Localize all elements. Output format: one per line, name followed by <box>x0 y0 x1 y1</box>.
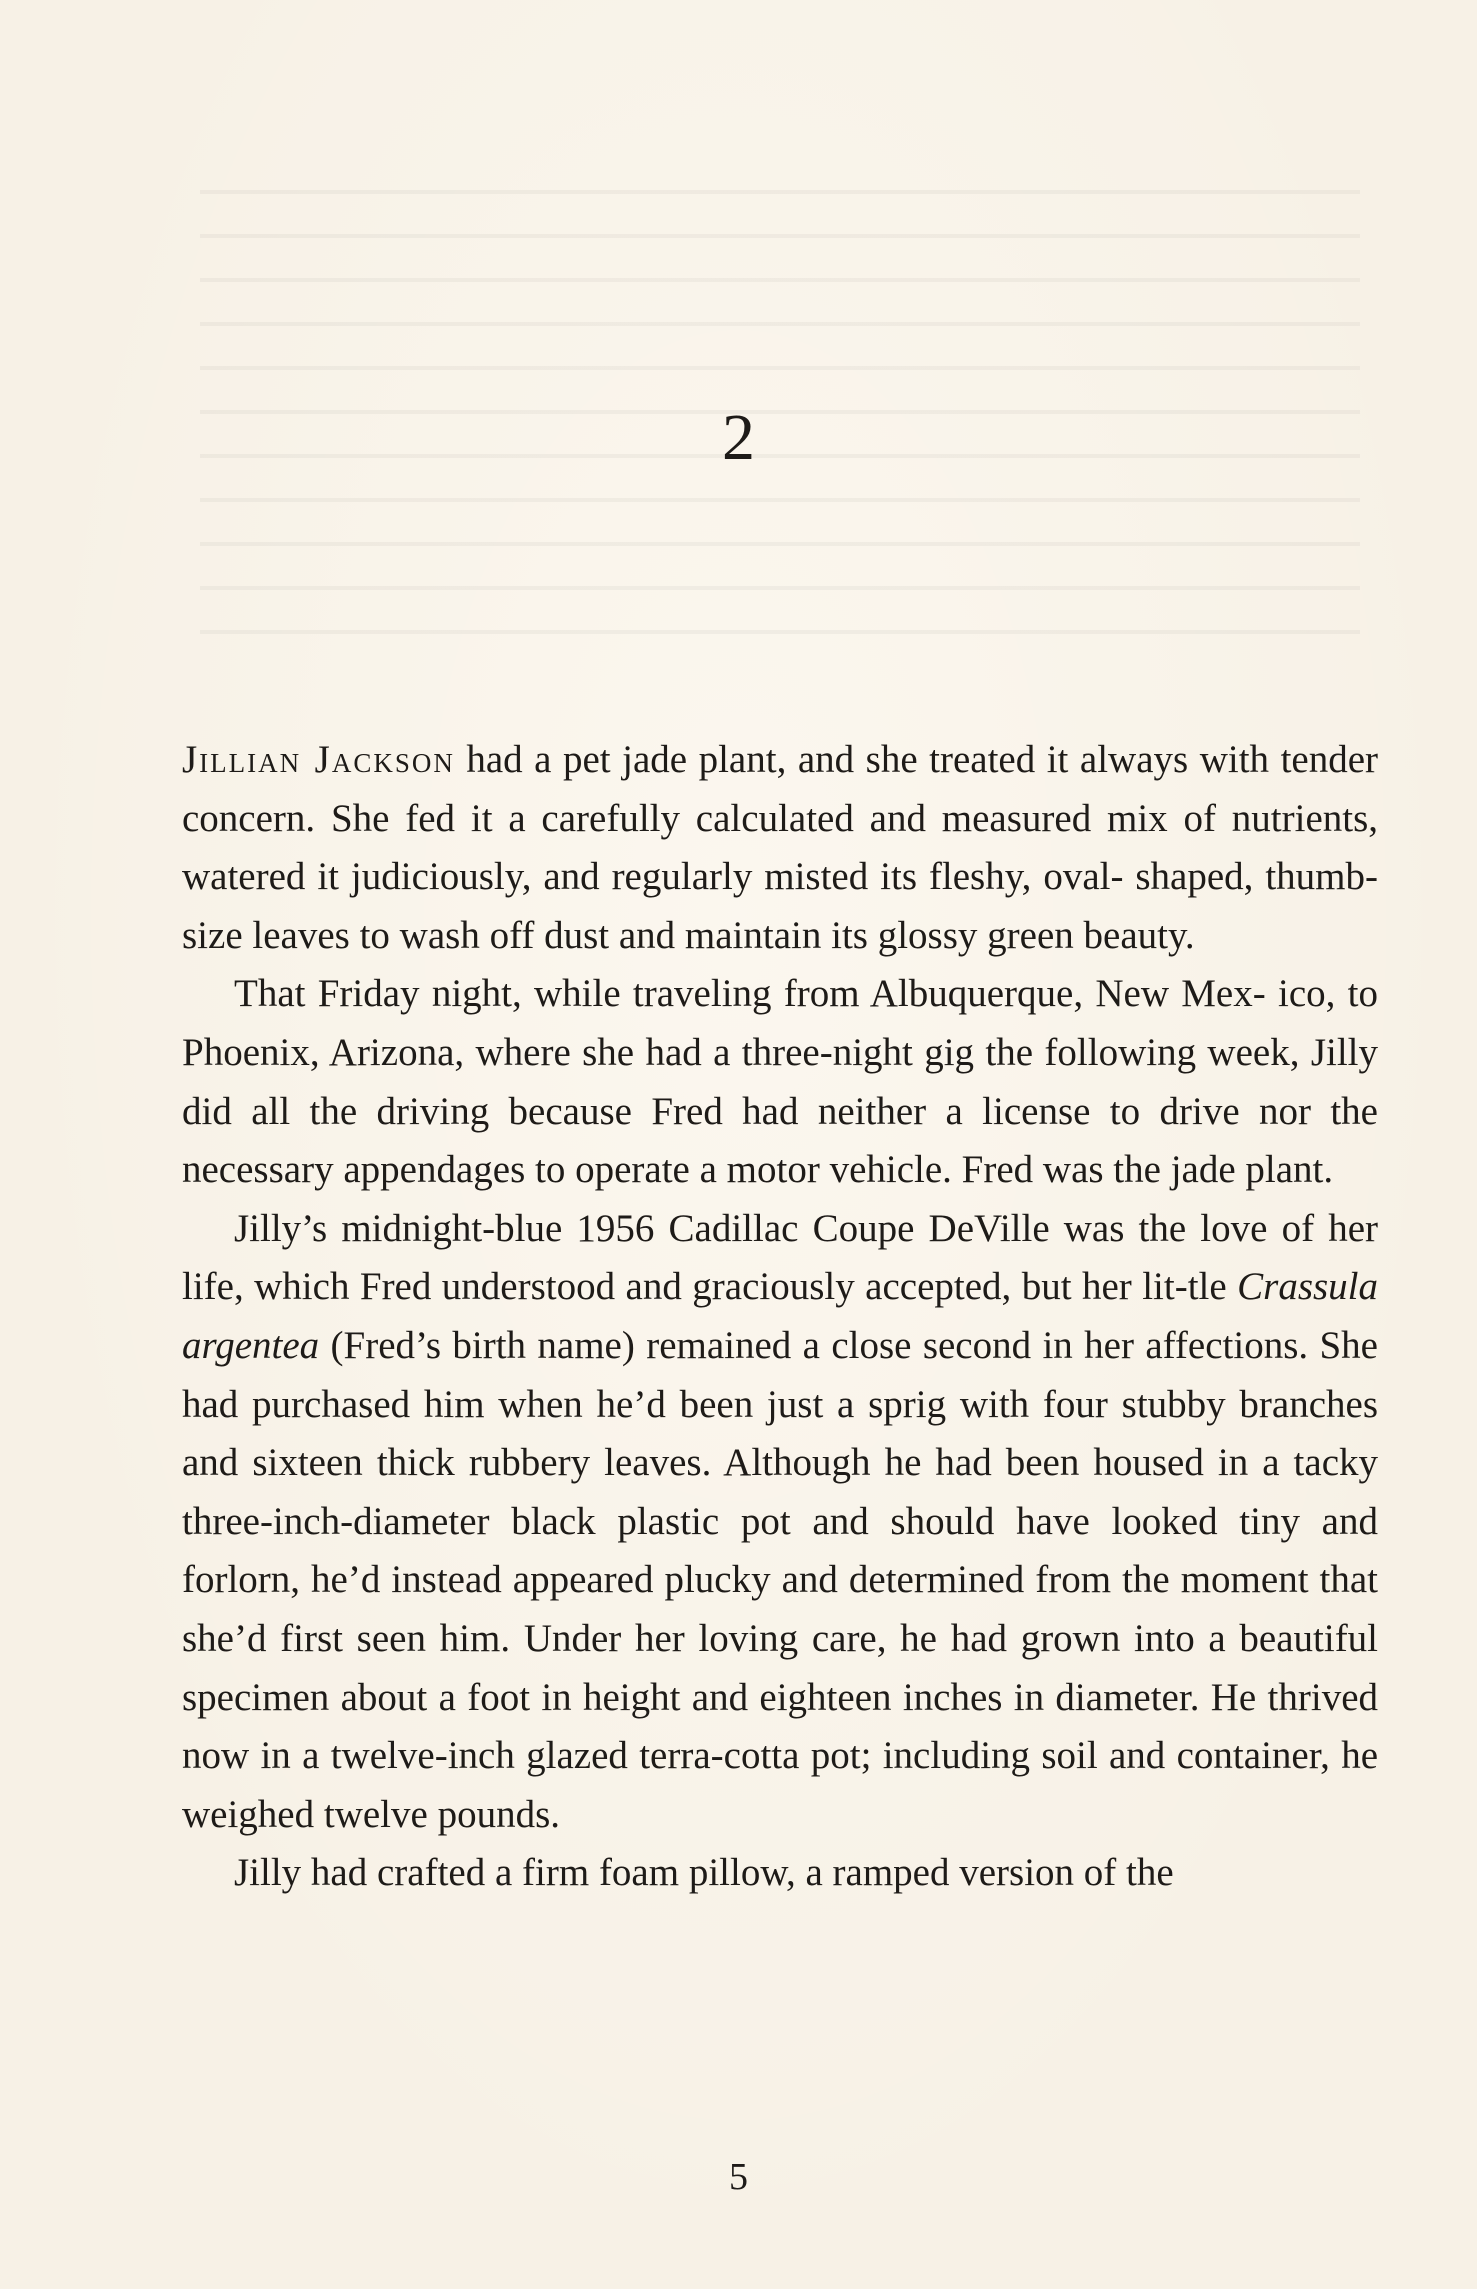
text-line: vehicle. Fred was the jade plant. <box>829 1148 1334 1192</box>
chapter-number: 2 <box>722 401 755 474</box>
text-line: ico, to Phoenix, Arizona, where she had a three-night gig the <box>182 972 1378 1074</box>
text-line: license to drive nor the necessary appendages to operate a motor <box>182 1089 1378 1192</box>
text-line: plucky and determined from the moment that she’d first seen him. <box>182 1558 1378 1660</box>
text-line: That Friday night, while traveling from Albuquerque, New Mex- <box>234 972 1266 1016</box>
italic-species-name: Crassula argentea <box>182 1265 1379 1367</box>
text-line: and should have looked tiny and forlorn, he’d instead appeared <box>182 1499 1378 1602</box>
text-line: her life, which Fred understood and graciously accepted, but her lit- <box>182 1206 1378 1309</box>
paragraph-1 <box>182 731 1378 965</box>
text-line: Jilly had crafted a firm foam pillow, a ramped version of the <box>234 1851 1174 1895</box>
text-line: her affections. She had purchased him when he’d been just a sprig <box>182 1323 1378 1426</box>
text-line: he had been housed in a tacky three-inch-diameter black plastic pot <box>182 1441 1379 1543</box>
text-line: twelve-inch glazed terra-cotta pot; including soil and container, he <box>330 1734 1379 1778</box>
opening-name-smallcaps: Jillian Jackson <box>182 738 455 781</box>
text-line: shaped, thumb-size leaves to wash off dust and maintain its glossy <box>182 855 1378 957</box>
text-line: following week, Jilly did all the driving because Fred had neither a <box>182 1030 1378 1133</box>
text-line: nutrients, watered it judiciously, and regularly misted its fleshy, oval- <box>182 796 1379 899</box>
body-text <box>182 731 1378 1903</box>
text-line: Under her loving care, he had grown into a beautiful specimen about <box>182 1616 1379 1719</box>
page-number: 5 <box>729 2156 748 2198</box>
paragraph-4 <box>182 1844 1378 1903</box>
text-line: with four stubby branches and sixteen thick rubbery leaves. Although <box>182 1382 1378 1485</box>
text-line: a foot in height and eighteen inches in diameter. He thrived now in a <box>182 1675 1379 1778</box>
text-line: tle <box>1187 1265 1227 1309</box>
paragraph-2 <box>182 965 1378 1199</box>
text-line: tender concern. She fed it a carefully calculated and measured mix of <box>182 738 1379 840</box>
text-line: weighed twelve pounds. <box>182 1792 561 1836</box>
paragraph-3 <box>182 1200 1378 1845</box>
text-line: green beauty. <box>987 913 1195 957</box>
text-line: (Fred’s birth name) remained a close second in <box>330 1323 1073 1367</box>
text-line: had a pet jade plant, and she treated it always with <box>466 738 1270 781</box>
text-line: Jilly’s midnight-blue 1956 Cadillac Coupe DeVille was the love of <box>234 1206 1315 1250</box>
